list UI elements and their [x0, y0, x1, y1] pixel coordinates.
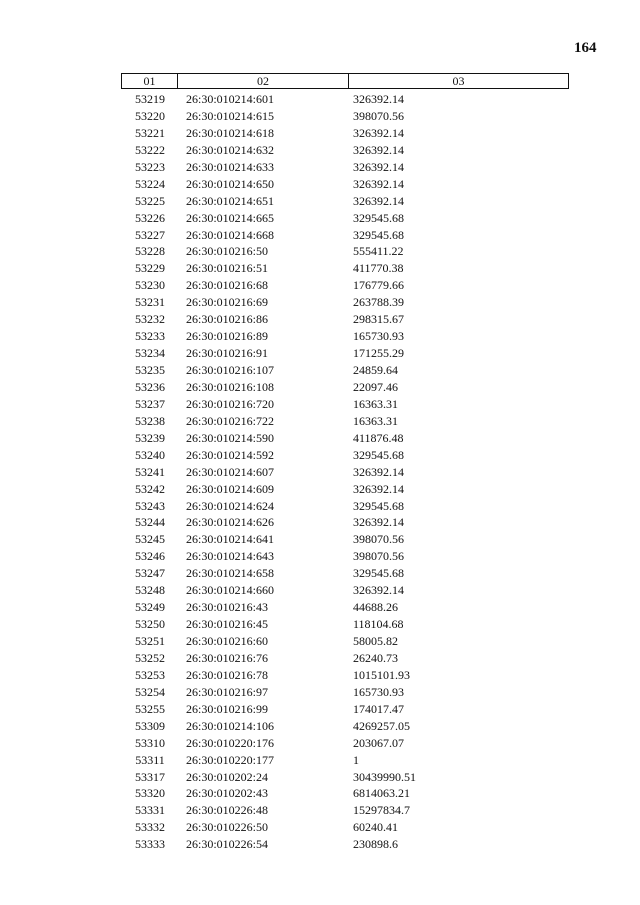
value-cell: 1015101.93 — [353, 667, 410, 682]
value-cell: 60240.41 — [353, 820, 398, 835]
row-id-cell: 53311 — [135, 752, 165, 767]
table-row — [121, 481, 569, 498]
row-id-cell: 53242 — [135, 481, 165, 496]
row-id-cell: 53239 — [135, 430, 165, 445]
table-row — [121, 565, 569, 582]
row-id-cell: 53247 — [135, 566, 165, 581]
value-cell: 24859.64 — [353, 363, 398, 377]
cadastral-number-cell: 26:30:010216:50 — [186, 244, 269, 259]
value-cell: 326392.14 — [353, 193, 404, 208]
cadastral-number-cell: 26:30:010214:665 — [186, 210, 275, 225]
table-body — [121, 91, 569, 853]
row-id-cell: 53237 — [135, 396, 165, 411]
header-col-03: 03 — [452, 74, 465, 88]
table-header — [121, 73, 569, 89]
row-id-cell: 53231 — [135, 295, 165, 310]
cadastral-number-cell: 26:30:010214:641 — [186, 532, 275, 547]
table-row — [121, 345, 569, 362]
cadastral-number-cell: 26:30:010214:651 — [186, 193, 275, 208]
value-cell: 44688.26 — [353, 600, 398, 615]
cadastral-number-cell: 26:30:010216:99 — [186, 701, 269, 716]
cadastral-number-cell: 26:30:010216:69 — [186, 295, 269, 310]
row-id-cell: 53243 — [135, 498, 165, 513]
row-id-cell: 53226 — [135, 210, 165, 225]
table-row — [121, 718, 569, 735]
table-row — [121, 498, 569, 515]
value-cell: 326392.14 — [353, 142, 404, 157]
cadastral-number-cell: 26:30:010214:590 — [186, 430, 275, 445]
row-id-cell: 53240 — [135, 447, 165, 462]
value-cell: 16363.31 — [353, 396, 398, 411]
row-id-cell: 53232 — [135, 312, 165, 327]
row-id-cell: 53229 — [135, 261, 165, 276]
table-row — [121, 142, 569, 159]
table-row — [121, 650, 569, 667]
cadastral-number-cell: 26:30:010226:50 — [186, 820, 269, 835]
header-col-02: 02 — [178, 74, 349, 88]
row-id-cell: 53234 — [135, 346, 165, 361]
table-row — [121, 582, 569, 599]
row-id-cell: 53221 — [135, 125, 165, 140]
row-id-cell: 53252 — [135, 650, 165, 665]
cadastral-number-cell: 26:30:010214:592 — [186, 447, 275, 462]
cadastral-number-cell: 26:30:010216:108 — [186, 379, 275, 394]
row-id-cell: 53227 — [135, 227, 165, 242]
cadastral-number-cell: 26:30:010216:45 — [186, 617, 269, 632]
table-row — [121, 125, 569, 142]
cadastral-number-cell: 26:30:010216:91 — [186, 346, 269, 361]
row-id-cell: 53253 — [135, 667, 165, 682]
row-id-cell: 53241 — [135, 464, 165, 479]
page-number: 164 — [574, 40, 597, 56]
row-id-cell: 53230 — [135, 278, 165, 293]
value-cell: 174017.47 — [353, 701, 404, 716]
row-id-cell: 53235 — [135, 363, 165, 377]
table-row — [121, 836, 569, 853]
value-cell: 326392.14 — [353, 515, 404, 530]
row-id-cell: 53248 — [135, 583, 165, 598]
value-cell: 176779.66 — [353, 278, 404, 293]
row-id-cell: 53224 — [135, 176, 165, 191]
cadastral-number-cell: 26:30:010226:48 — [186, 803, 269, 818]
table-row — [121, 362, 569, 379]
cadastral-number-cell: 26:30:010220:176 — [186, 735, 275, 750]
table-row — [121, 379, 569, 396]
row-id-cell: 53228 — [135, 244, 165, 259]
cadastral-number-cell: 26:30:010214:650 — [186, 176, 275, 191]
table-row — [121, 311, 569, 328]
cadastral-number-cell: 26:30:010214:643 — [186, 549, 275, 564]
value-cell: 411876.48 — [353, 430, 404, 445]
value-cell: 118104.68 — [353, 617, 404, 632]
value-cell: 26240.73 — [353, 650, 398, 665]
value-cell: 6814063.21 — [353, 786, 410, 801]
table-row — [121, 260, 569, 277]
table-row — [121, 413, 569, 430]
table-row — [121, 599, 569, 616]
table-row — [121, 227, 569, 244]
value-cell: 398070.56 — [353, 549, 404, 564]
value-cell: 555411.22 — [353, 244, 404, 259]
value-cell: 326392.14 — [353, 481, 404, 496]
row-id-cell: 53309 — [135, 718, 165, 733]
table-row — [121, 531, 569, 548]
row-id-cell: 53317 — [135, 769, 165, 784]
table-row — [121, 785, 569, 802]
value-cell: 398070.56 — [353, 532, 404, 547]
table-row — [121, 735, 569, 752]
value-cell: 411770.38 — [353, 261, 404, 276]
value-cell: 326392.14 — [353, 464, 404, 479]
cadastral-number-cell: 26:30:010214:106 — [186, 718, 275, 733]
cadastral-number-cell: 26:30:010216:107 — [186, 363, 275, 377]
cadastral-number-cell: 26:30:010214:601 — [186, 92, 275, 106]
table-row — [121, 91, 569, 108]
row-id-cell: 53333 — [135, 837, 165, 852]
cadastral-number-cell: 26:30:010202:43 — [186, 786, 269, 801]
row-id-cell: 53251 — [135, 634, 165, 648]
value-cell: 58005.82 — [353, 634, 398, 648]
value-cell: 329545.68 — [353, 447, 404, 462]
table-row — [121, 514, 569, 531]
row-id-cell: 53332 — [135, 820, 165, 835]
value-cell: 203067.07 — [353, 735, 404, 750]
value-cell: 329545.68 — [353, 210, 404, 225]
cadastral-number-cell: 26:30:010226:54 — [186, 837, 269, 852]
value-cell: 298315.67 — [353, 312, 404, 327]
cadastral-number-cell: 26:30:010214:632 — [186, 142, 275, 157]
cadastral-number-cell: 26:30:010216:43 — [186, 600, 269, 615]
cadastral-number-cell: 26:30:010202:24 — [186, 769, 269, 784]
row-id-cell: 53236 — [135, 379, 165, 394]
cadastral-number-cell: 26:30:010214:624 — [186, 498, 275, 513]
table-row — [121, 193, 569, 210]
table-row — [121, 667, 569, 684]
table-row — [121, 328, 569, 345]
value-cell: 326392.14 — [353, 159, 404, 174]
table-row — [121, 159, 569, 176]
row-id-cell: 53310 — [135, 735, 165, 750]
table-row — [121, 396, 569, 413]
row-id-cell: 53331 — [135, 803, 165, 818]
table-row — [121, 769, 569, 786]
table-row — [121, 752, 569, 769]
row-id-cell: 53233 — [135, 329, 165, 344]
value-cell: 326392.14 — [353, 92, 404, 106]
row-id-cell: 53246 — [135, 549, 165, 564]
value-cell: 4269257.05 — [353, 718, 410, 733]
cadastral-number-cell: 26:30:010216:722 — [186, 413, 275, 428]
table-row — [121, 210, 569, 227]
value-cell: 171255.29 — [353, 346, 404, 361]
cadastral-number-cell: 26:30:010216:68 — [186, 278, 269, 293]
value-cell: 165730.93 — [353, 329, 404, 344]
row-id-cell: 53250 — [135, 617, 165, 632]
cadastral-number-cell: 26:30:010216:78 — [186, 667, 269, 682]
cadastral-number-cell: 26:30:010216:720 — [186, 396, 275, 411]
cadastral-number-cell: 26:30:010214:660 — [186, 583, 275, 598]
row-id-cell: 53320 — [135, 786, 165, 801]
row-id-cell: 53255 — [135, 701, 165, 716]
cadastral-number-cell: 26:30:010214:618 — [186, 125, 275, 140]
value-cell: 263788.39 — [353, 295, 404, 310]
cadastral-number-cell: 26:30:010216:51 — [186, 261, 269, 276]
table-row — [121, 176, 569, 193]
row-id-cell: 53219 — [135, 92, 165, 106]
value-cell: 329545.68 — [353, 498, 404, 513]
table-row — [121, 802, 569, 819]
row-id-cell: 53249 — [135, 600, 165, 615]
table-row — [121, 243, 569, 260]
header-col-01: 01 — [122, 74, 178, 88]
value-cell: 22097.46 — [353, 379, 398, 394]
row-id-cell: 53245 — [135, 532, 165, 547]
cadastral-number-cell: 26:30:010214:607 — [186, 464, 275, 479]
cadastral-number-cell: 26:30:010216:76 — [186, 650, 269, 665]
table-row — [121, 616, 569, 633]
table-row — [121, 108, 569, 125]
cadastral-number-cell: 26:30:010214:633 — [186, 159, 275, 174]
value-cell: 398070.56 — [353, 108, 404, 123]
value-cell: 329545.68 — [353, 227, 404, 242]
table-row — [121, 294, 569, 311]
cadastral-number-cell: 26:30:010214:658 — [186, 566, 275, 581]
table-row — [121, 430, 569, 447]
row-id-cell: 53222 — [135, 142, 165, 157]
row-id-cell: 53225 — [135, 193, 165, 208]
value-cell: 326392.14 — [353, 583, 404, 598]
table-row — [121, 447, 569, 464]
data-table — [121, 73, 569, 853]
row-id-cell: 53223 — [135, 159, 165, 174]
table-row — [121, 548, 569, 565]
cadastral-number-cell: 26:30:010214:615 — [186, 108, 275, 123]
cadastral-number-cell: 26:30:010216:60 — [186, 634, 269, 648]
value-cell: 326392.14 — [353, 125, 404, 140]
value-cell: 326392.14 — [353, 176, 404, 191]
table-row — [121, 277, 569, 294]
table-row — [121, 633, 569, 650]
row-id-cell: 53238 — [135, 413, 165, 428]
value-cell: 30439990.51 — [353, 769, 416, 784]
value-cell: 15297834.7 — [353, 803, 410, 818]
value-cell: 230898.6 — [353, 837, 398, 852]
table-row — [121, 464, 569, 481]
value-cell: 165730.93 — [353, 684, 404, 699]
cadastral-number-cell: 26:30:010220:177 — [186, 752, 275, 767]
table-row — [121, 684, 569, 701]
row-id-cell: 53244 — [135, 515, 165, 530]
cadastral-number-cell: 26:30:010216:86 — [186, 312, 269, 327]
cadastral-number-cell: 26:30:010214:609 — [186, 481, 275, 496]
row-id-cell: 53220 — [135, 108, 165, 123]
table-row — [121, 819, 569, 836]
cadastral-number-cell: 26:30:010216:89 — [186, 329, 269, 344]
value-cell: 1 — [353, 752, 359, 767]
cadastral-number-cell: 26:30:010216:97 — [186, 684, 269, 699]
cadastral-number-cell: 26:30:010214:668 — [186, 227, 275, 242]
cadastral-number-cell: 26:30:010214:626 — [186, 515, 275, 530]
table-row — [121, 701, 569, 718]
row-id-cell: 53254 — [135, 684, 165, 699]
value-cell: 329545.68 — [353, 566, 404, 581]
value-cell: 16363.31 — [353, 413, 398, 428]
